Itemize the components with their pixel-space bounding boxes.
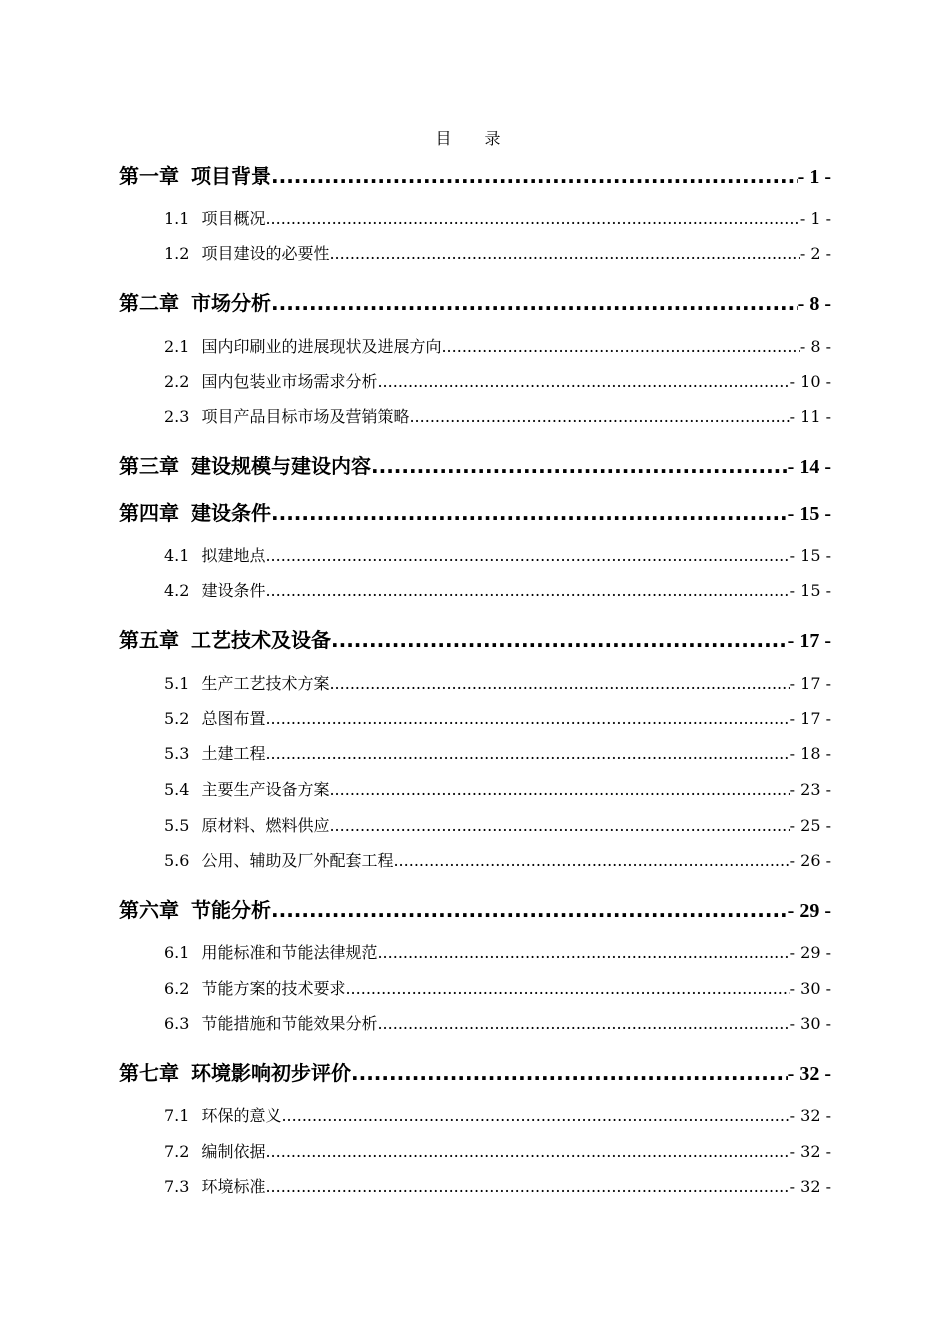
- toc-entry-number: 5.3: [164, 744, 190, 763]
- toc-entry-number: 7.2: [164, 1142, 190, 1161]
- toc-entry-title: 工艺技术及设备: [191, 628, 331, 652]
- toc-entry-number: 4.1: [164, 546, 190, 565]
- toc-dot-leader: [329, 780, 789, 799]
- toc-entry-title: 项目概况: [201, 209, 266, 228]
- toc-page-number: - 8 -: [797, 293, 831, 315]
- toc-chapter-entry[interactable]: [119, 894, 831, 923]
- toc-dot-leader: [265, 546, 789, 565]
- toc-page-number: - 2 -: [799, 244, 831, 263]
- toc-section-entry[interactable]: [119, 741, 831, 764]
- toc-page-number: - 8 -: [799, 337, 831, 356]
- toc-entry-number: 第二章: [119, 293, 179, 315]
- toc-chapter-entry[interactable]: [119, 160, 831, 189]
- toc-entry-title: 项目产品目标市场及营销策略: [201, 407, 410, 426]
- toc-entry-number: 6.3: [164, 1014, 190, 1033]
- toc-section-entry[interactable]: [119, 976, 831, 999]
- toc-entry-number: 5.5: [164, 816, 190, 835]
- toc-section-entry[interactable]: [119, 940, 831, 963]
- toc-dot-leader: [265, 744, 789, 763]
- toc-dot-leader: [271, 501, 788, 525]
- toc-entry-number: 1.1: [164, 209, 190, 228]
- toc-dot-leader: [329, 816, 789, 835]
- toc-entry-title: 建设条件: [201, 581, 266, 600]
- toc-page-number: - 14 -: [787, 456, 831, 478]
- toc-section-entry[interactable]: [119, 404, 831, 427]
- toc-page-number: - 15 -: [787, 503, 831, 525]
- toc-entry-number: 2.3: [164, 407, 190, 426]
- toc-page-number: - 10 -: [789, 372, 831, 391]
- toc-dot-leader: [329, 674, 789, 693]
- toc-dot-leader: [331, 628, 788, 652]
- toc-section-entry[interactable]: [119, 369, 831, 392]
- toc-entry-title: 环境影响初步评价: [191, 1061, 351, 1085]
- toc-entry-title: 用能标准和节能法律规范: [201, 943, 378, 962]
- toc-section-entry[interactable]: [119, 813, 831, 836]
- toc-dot-leader: [265, 709, 789, 728]
- toc-page-number: - 15 -: [789, 581, 831, 600]
- toc-dot-leader: [271, 291, 798, 315]
- toc-dot-leader: [265, 581, 789, 600]
- toc-page-number: - 11 -: [789, 407, 831, 426]
- toc-entry-number: 6.2: [164, 979, 190, 998]
- toc-entry-title: 市场分析: [191, 291, 271, 315]
- toc-section-entry[interactable]: [119, 671, 831, 694]
- toc-dot-leader: [377, 943, 789, 962]
- toc-entry-title: 环保的意义: [201, 1106, 282, 1125]
- toc-entry-title: 拟建地点: [201, 546, 266, 565]
- toc-entry-title: 节能分析: [191, 898, 271, 922]
- toc-entry-number: 7.1: [164, 1106, 190, 1125]
- toc-page-number: - 29 -: [787, 900, 831, 922]
- toc-dot-leader: [329, 244, 799, 263]
- toc-chapter-entry[interactable]: [119, 624, 831, 653]
- toc-entry-number: 1.2: [164, 244, 190, 263]
- toc-entry-number: 5.1: [164, 674, 190, 693]
- toc-entry-title: 主要生产设备方案: [201, 780, 330, 799]
- toc-page-number: - 1 -: [799, 209, 831, 228]
- toc-dot-leader: [441, 337, 799, 356]
- toc-chapter-entry[interactable]: [119, 497, 831, 526]
- toc-dot-leader: [371, 454, 788, 478]
- toc-page-number: - 18 -: [789, 744, 831, 763]
- toc-section-entry[interactable]: [119, 543, 831, 566]
- toc-section-entry[interactable]: [119, 1011, 831, 1034]
- toc-dot-leader: [271, 164, 798, 188]
- toc-entry-title: 国内印刷业的进展现状及进展方向: [201, 337, 442, 356]
- toc-page-number: - 32 -: [787, 1063, 831, 1085]
- toc-entry-title: 编制依据: [201, 1142, 266, 1161]
- toc-page-number: - 30 -: [789, 979, 831, 998]
- toc-entry-number: 2.1: [164, 337, 190, 356]
- toc-page-number: - 32 -: [789, 1142, 831, 1161]
- toc-entry-title: 节能措施和节能效果分析: [201, 1014, 378, 1033]
- toc-section-entry[interactable]: [119, 1103, 831, 1126]
- toc-page-number: - 17 -: [787, 630, 831, 652]
- toc-entry-number: 7.3: [164, 1177, 190, 1196]
- toc-dot-leader: [409, 407, 789, 426]
- toc-page-number: - 17 -: [789, 709, 831, 728]
- toc-dot-leader: [393, 851, 789, 870]
- toc-entry-title: 土建工程: [201, 744, 266, 763]
- toc-entry-title: 项目背景: [191, 164, 271, 188]
- toc-section-entry[interactable]: [119, 206, 831, 229]
- toc-section-entry[interactable]: [119, 578, 831, 601]
- toc-page-number: - 32 -: [789, 1106, 831, 1125]
- toc-entry-title: 建设条件: [191, 501, 271, 525]
- toc-section-entry[interactable]: [119, 241, 831, 264]
- toc-entry-title: 公用、辅助及厂外配套工程: [201, 851, 394, 870]
- toc-dot-leader: [377, 372, 789, 391]
- toc-dot-leader: [281, 1106, 789, 1125]
- toc-section-entry[interactable]: [119, 848, 831, 871]
- toc-entry-title: 项目建设的必要性: [201, 244, 330, 263]
- toc-entry-number: 5.6: [164, 851, 190, 870]
- toc-page-number: - 30 -: [789, 1014, 831, 1033]
- toc-dot-leader: [377, 1014, 789, 1033]
- toc-section-entry[interactable]: [119, 1174, 831, 1197]
- toc-entry-title: 环境标准: [201, 1177, 266, 1196]
- toc-entry-number: 第三章: [119, 456, 179, 478]
- toc-entry-title: 原材料、燃料供应: [201, 816, 330, 835]
- toc-page-number: - 1 -: [797, 166, 831, 188]
- toc-section-entry[interactable]: [119, 334, 831, 357]
- toc-entry-title: 国内包装业市场需求分析: [201, 372, 378, 391]
- toc-page-number: - 23 -: [789, 780, 831, 799]
- toc-page-number: - 17 -: [789, 674, 831, 693]
- toc-entry-title: 建设规模与建设内容: [191, 454, 371, 478]
- toc-entry-number: 6.1: [164, 943, 190, 962]
- toc-title: 目 录: [435, 129, 515, 148]
- toc-page-number: - 29 -: [789, 943, 831, 962]
- toc-page-number: - 15 -: [789, 546, 831, 565]
- toc-entry-number: 第五章: [119, 630, 179, 652]
- toc-chapter-entry[interactable]: [119, 287, 831, 316]
- toc-page-number: - 25 -: [789, 816, 831, 835]
- toc-entry-number: 5.2: [164, 709, 190, 728]
- toc-section-entry[interactable]: [119, 706, 831, 729]
- toc-page-number: - 26 -: [789, 851, 831, 870]
- toc-dot-leader: [345, 979, 789, 998]
- toc-entry-number: 4.2: [164, 581, 190, 600]
- toc-dot-leader: [351, 1061, 788, 1085]
- toc-dot-leader: [265, 209, 799, 228]
- toc-entry-number: 2.2: [164, 372, 190, 391]
- toc-dot-leader: [271, 898, 788, 922]
- toc-dot-leader: [265, 1142, 789, 1161]
- toc-chapter-entry[interactable]: [119, 1057, 831, 1086]
- toc-entry-title: 总图布置: [201, 709, 266, 728]
- toc-dot-leader: [265, 1177, 789, 1196]
- toc-entry-title: 节能方案的技术要求: [201, 979, 346, 998]
- toc-entry-number: 第六章: [119, 900, 179, 922]
- toc-entry-number: 第四章: [119, 503, 179, 525]
- toc-page-number: - 32 -: [789, 1177, 831, 1196]
- toc-entry-number: 第七章: [119, 1063, 179, 1085]
- toc-section-entry[interactable]: [119, 777, 831, 800]
- toc-chapter-entry[interactable]: [119, 450, 831, 479]
- toc-section-entry[interactable]: [119, 1139, 831, 1162]
- toc-entry-title: 生产工艺技术方案: [201, 674, 330, 693]
- toc-entry-number: 第一章: [119, 166, 179, 188]
- toc-entry-number: 5.4: [164, 780, 190, 799]
